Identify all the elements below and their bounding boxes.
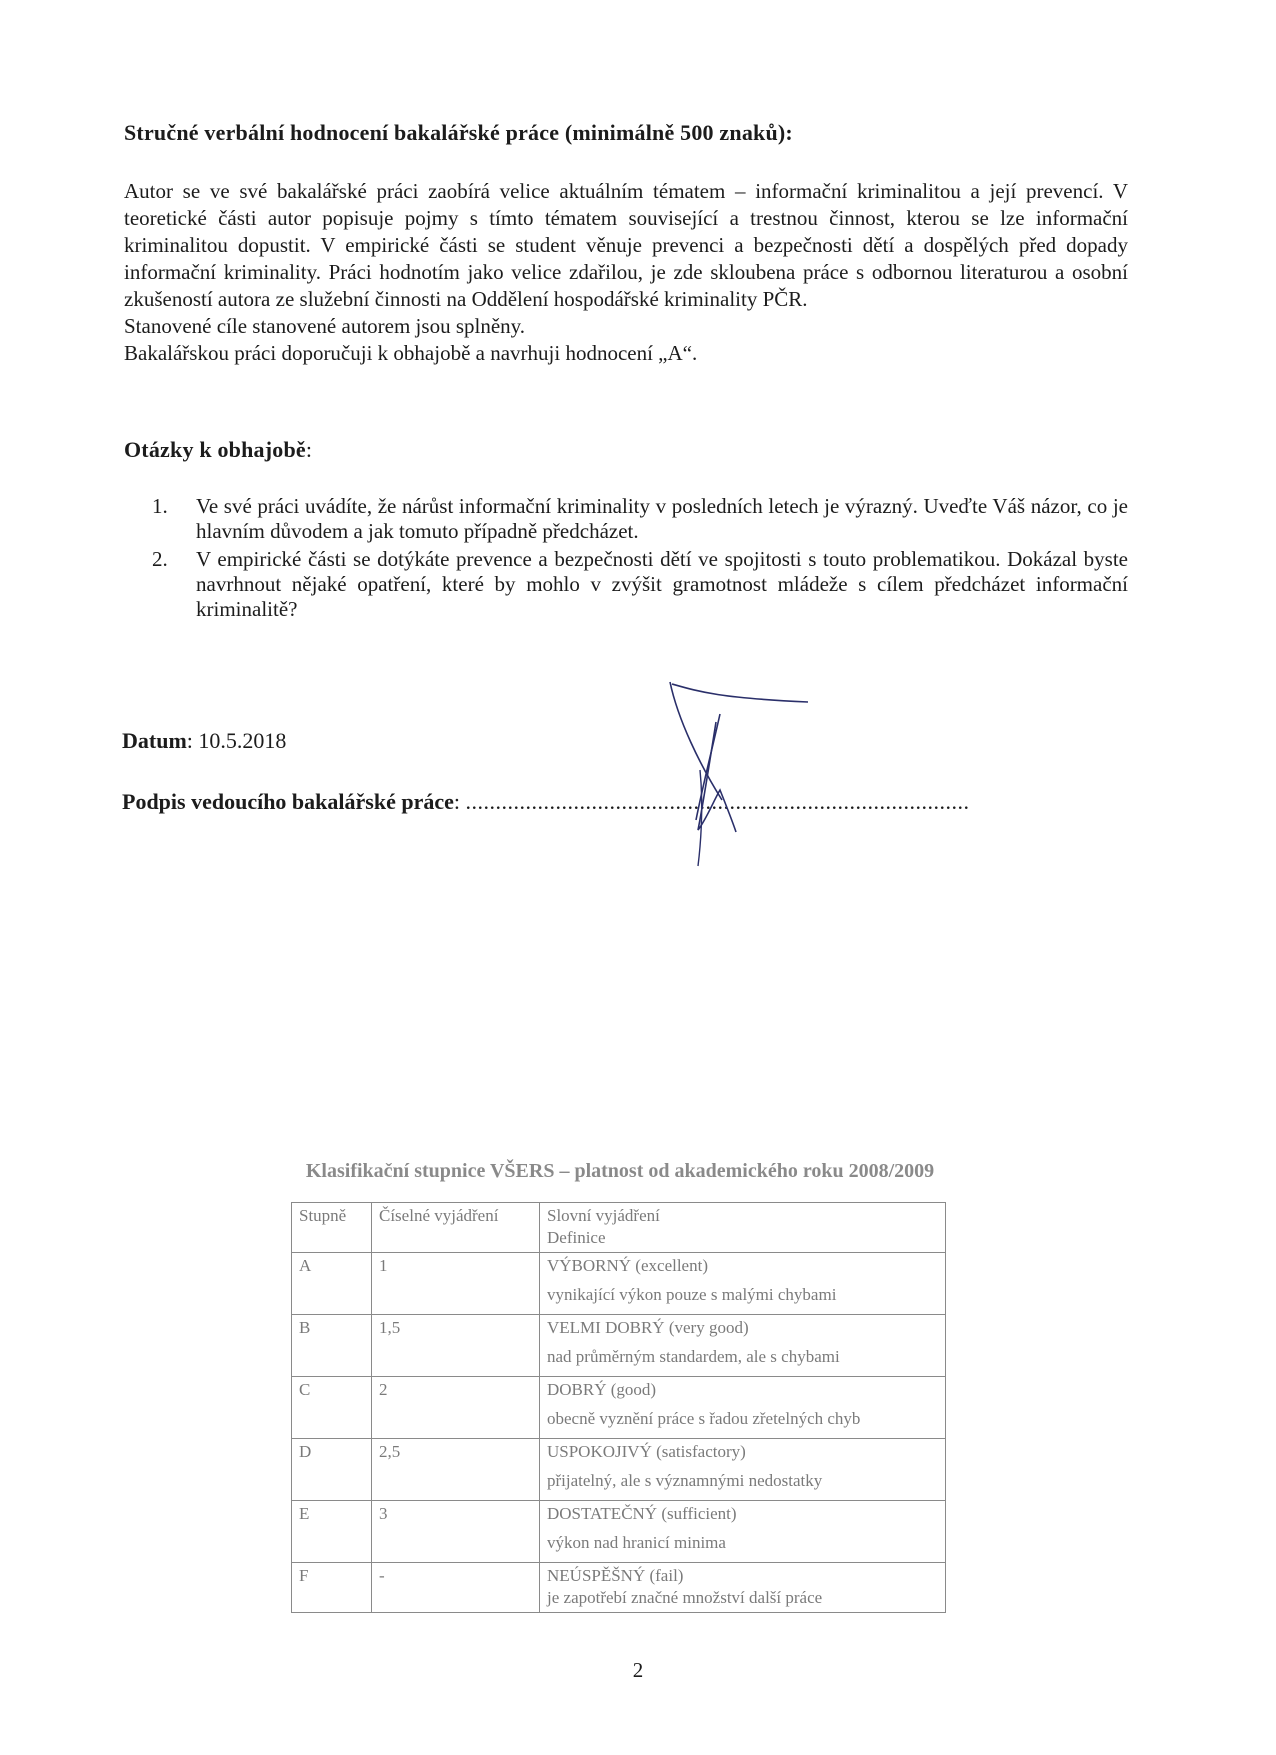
header-grade: Stupně bbox=[292, 1203, 372, 1253]
review-paragraph: Autor se ve své bakalářské práci zaobírá velice aktuálním tématem – informační kriminalitou a její prevencí. V teoretické části autor popisuje pojmy s tímto tématem související a trestnou činnost, kterou se lze informační kriminalitou dopustit. V empirické části se student věnuje prevenci a bezpečnosti dětí a dospělých před dopady informační kriminality. Práci hodnotím jako velice zdařilou, je zde skloubena práce s odbornou literaturou a osobní zkušeností autora ze služební činnosti na Oddělení hospodářské kriminality PČR. bbox=[124, 179, 1128, 311]
number-cell: 2,5 bbox=[372, 1439, 540, 1501]
word-text: VELMI DOBRÝ (very good) bbox=[547, 1318, 749, 1337]
grade-cell: B bbox=[292, 1315, 372, 1377]
definition-text: obecně vyznění práce s řadou zřetelných chyb bbox=[547, 1409, 861, 1428]
grading-scale-title: Klasifikační stupnice VŠERS – platnost od akademického roku 2008/2009 bbox=[305, 1160, 935, 1182]
signature-line: .................................................................................... bbox=[465, 789, 970, 814]
number-cell: 1,5 bbox=[372, 1315, 540, 1377]
number-cell: - bbox=[372, 1563, 540, 1613]
review-recommendation-line: Bakalářskou práci doporučuji k obhajobě a navrhuji hodnocení „A“. bbox=[124, 341, 698, 365]
signature-colon: : bbox=[453, 789, 460, 814]
number-cell: 2 bbox=[372, 1377, 540, 1439]
grade-cell: A bbox=[292, 1253, 372, 1315]
word-cell bbox=[540, 1563, 946, 1613]
word-text: NEÚSPĚŠNÝ (fail) bbox=[547, 1566, 684, 1585]
header-number: Číselné vyjádření bbox=[372, 1203, 540, 1253]
word-cell bbox=[540, 1501, 946, 1563]
definition-text: je zapotřebí značné množství další práce bbox=[547, 1588, 823, 1607]
header-word bbox=[540, 1203, 946, 1253]
number-cell: 1 bbox=[372, 1253, 540, 1315]
word-cell bbox=[540, 1377, 946, 1439]
handwritten-signature bbox=[660, 670, 820, 870]
page-number: 2 bbox=[632, 1658, 644, 1682]
table-row bbox=[292, 1501, 946, 1563]
questions-heading-text: Otázky k obhajobě bbox=[124, 437, 306, 462]
question-item bbox=[152, 494, 1128, 544]
question-number: 2. bbox=[152, 547, 168, 571]
grading-scale-table bbox=[291, 1202, 946, 1613]
question-text: V empirické části se dotýkáte prevence a bezpečnosti dětí ve spojitosti s touto problematikou. Dokázal byste navrhnout nějaké opatření, které by mohlo v zvýšit gramotnost mládeže s cílem předcházet informační kriminalitě? bbox=[196, 547, 1128, 621]
word-text: VÝBORNÝ (excellent) bbox=[547, 1256, 708, 1275]
table-row bbox=[292, 1253, 946, 1315]
word-text: DOBRÝ (good) bbox=[547, 1380, 657, 1399]
review-heading: Stručné verbální hodnocení bakalářské práce (minimálně 500 znaků): bbox=[124, 120, 793, 145]
table-row bbox=[292, 1563, 946, 1613]
grade-cell: F bbox=[292, 1563, 372, 1613]
table-row bbox=[292, 1439, 946, 1501]
grade-cell: D bbox=[292, 1439, 372, 1501]
word-cell bbox=[540, 1439, 946, 1501]
questions-list bbox=[152, 494, 1128, 625]
word-text: USPOKOJIVÝ (satisfactory) bbox=[547, 1442, 746, 1461]
date-row bbox=[122, 728, 286, 754]
questions-heading-colon: : bbox=[305, 437, 313, 462]
review-goals-line: Stanovené cíle stanovené autorem jsou splněny. bbox=[124, 314, 526, 338]
review-body bbox=[124, 178, 1128, 367]
definition-text: přijatelný, ale s významnými nedostatky bbox=[547, 1471, 823, 1490]
header-word-text: Slovní vyjádření bbox=[547, 1206, 660, 1225]
date-value: : 10.5.2018 bbox=[186, 728, 287, 753]
word-text: DOSTATEČNÝ (sufficient) bbox=[547, 1504, 737, 1523]
question-item bbox=[152, 547, 1128, 622]
table-row bbox=[292, 1315, 946, 1377]
date-label: Datum bbox=[122, 728, 187, 753]
number-cell: 3 bbox=[372, 1501, 540, 1563]
definition-text: výkon nad hranicí minima bbox=[547, 1533, 726, 1552]
signature-label: Podpis vedoucího bakalářské práce bbox=[122, 789, 454, 814]
questions-heading bbox=[124, 437, 312, 463]
grade-cell: E bbox=[292, 1501, 372, 1563]
header-definition: Definice bbox=[547, 1228, 606, 1247]
table-row bbox=[292, 1377, 946, 1439]
question-text: Ve své práci uvádíte, že nárůst informační kriminality v posledních letech je výrazný. Uveďte Váš názor, co je hlavním důvodem a jak tomuto případně předcházet. bbox=[196, 494, 1128, 543]
word-cell bbox=[540, 1315, 946, 1377]
definition-text: nad průměrným standardem, ale s chybami bbox=[547, 1347, 840, 1366]
signature-row bbox=[122, 789, 970, 815]
table-header-row bbox=[292, 1203, 946, 1253]
word-cell bbox=[540, 1253, 946, 1315]
question-number: 1. bbox=[152, 494, 168, 518]
definition-text: vynikající výkon pouze s malými chybami bbox=[547, 1285, 837, 1304]
grade-cell: C bbox=[292, 1377, 372, 1439]
